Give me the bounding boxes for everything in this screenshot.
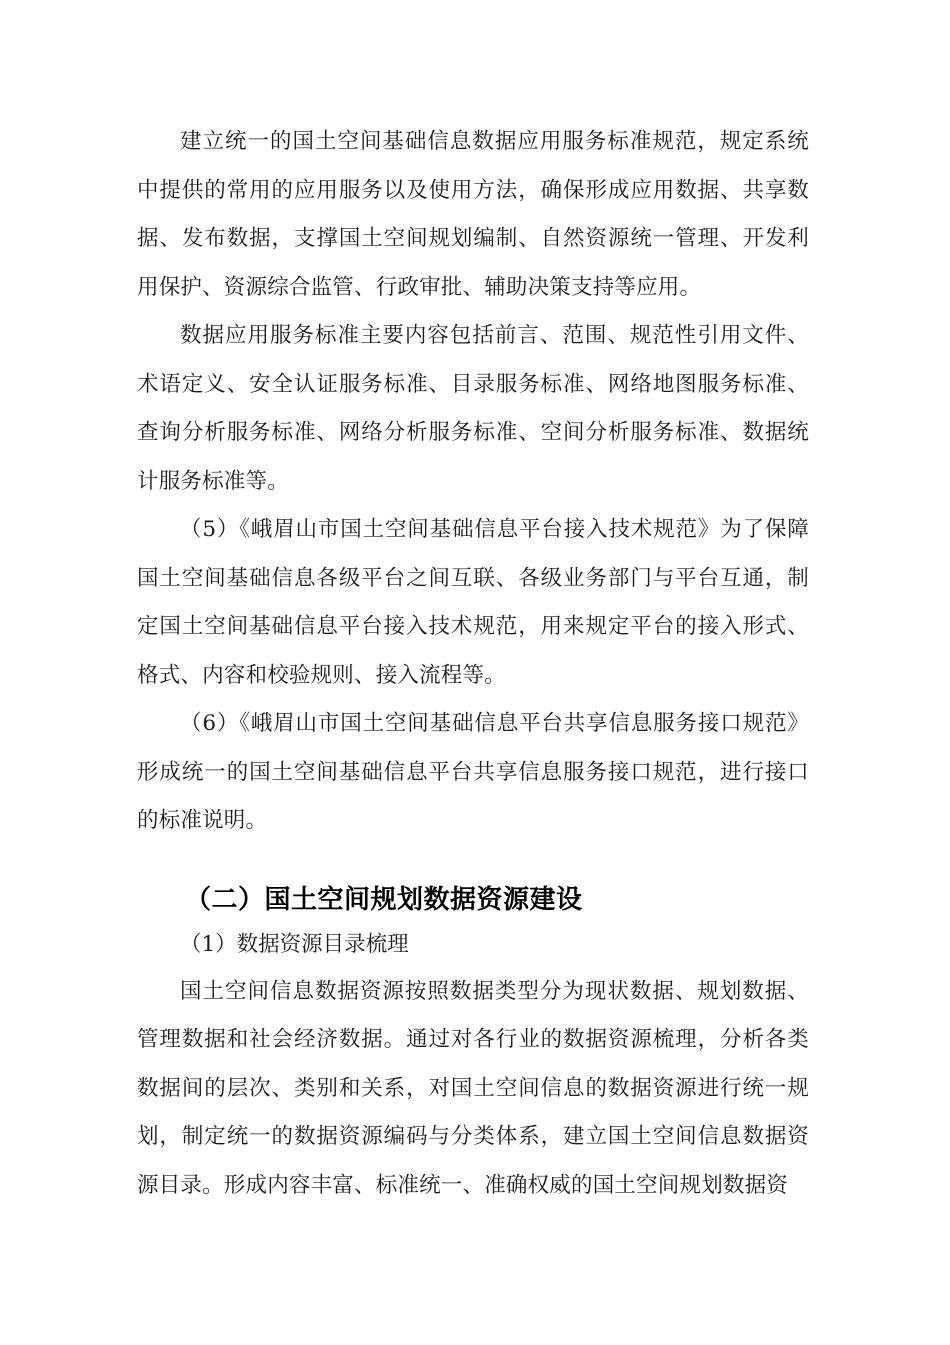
paragraph-access-spec: （5）《峨眉山市国土空间基础信息平台接入技术规范》为了保障国土空间基础信息各级平台之间互联、各级业务部门与平台互通，制定国土空间基础信息平台接入技术规范，用来规定平台的接入形式、格式、内容和校验规则、接入流程等。: [137, 517, 809, 688]
section-heading: （二）国土空间规划数据资源建设: [185, 884, 583, 915]
subsection-heading: （1）数据资源目录梳理: [180, 931, 409, 957]
paragraph-interface-spec: （6）《峨眉山市国土空间基础信息平台共享信息服务接口规范》形成统一的国土空间基础信息平台共享信息服务接口规范，进行接口的标准说明。: [137, 711, 809, 833]
document-body: [137, 118, 809, 1210]
paragraph-service-standard-contents: 数据应用服务标准主要内容包括前言、范围、规范性引用文件、术语定义、安全认证服务标准、目录服务标准、网络地图服务标准、查询分析服务标准、网络分析服务标准、空间分析服务标准、数据统计服务标准等。: [137, 323, 809, 494]
paragraph-standards-spec: 建立统一的国土空间基础信息数据应用服务标准规范，规定系统中提供的常用的应用服务以及使用方法，确保形成应用数据、共享数据、发布数据，支撑国土空间规划编制、自然资源统一管理、开发利用保护、资源综合监管、行政审批、辅助决策支持等应用。: [137, 129, 809, 300]
paragraph-data-resources: 国土空间信息数据资源按照数据类型分为现状数据、规划数据、管理数据和社会经济数据。通过对各行业的数据资源梳理，分析各类数据间的层次、类别和关系，对国土空间信息的数据资源进行统一规划，制定统一的数据资源编码与分类体系，建立国土空间信息数据资源目录。形成内容丰富、标准统一、准确权威的国土空间规划数据资: [137, 978, 809, 1198]
